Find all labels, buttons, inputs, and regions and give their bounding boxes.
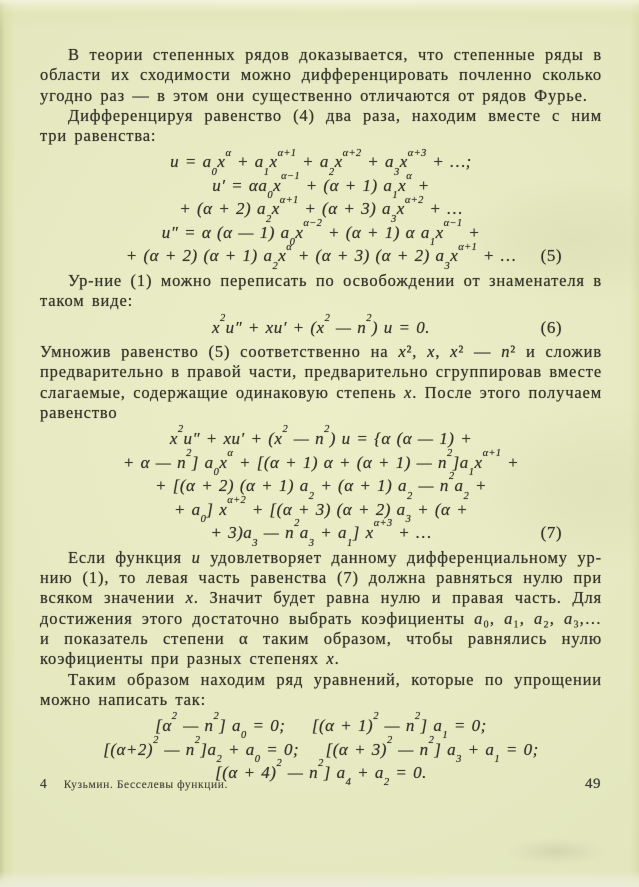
equation-line-u-prime: $u' = \alpha a_0x^{\alpha-1} + (\alpha + 1) a_1x^\alpha$ +	[212, 171, 430, 202]
equation-line-7-5	[40, 518, 602, 549]
paragraph-differentiate: Дифференцируя равенство (4) два раза, находим вместе с ним три равенства:	[40, 105, 602, 146]
paragraph-multiply: Умножив равенство (5) соответственно на x², x, x² — n² и сложив предварительно в правой части, предварительно сгруппировав вместе слагаемые, содержащие одинаковую степень x. После этого получаем равенство	[40, 342, 602, 422]
paragraph-thus: Таким образом находим ряд уравнений, которые по упрощении можно написать так:	[40, 669, 602, 709]
equation-text: + (α + 2) (α + 1) $a_2x^\alpha + (\alpha + 3) (\alpha + 2) a_3x^{\alpha+1}$ + …	[125, 241, 517, 272]
equation-line-u-prime-cont: + (α + 2) $a_2x^{\alpha+1} + (\alpha + 3) a_3x^{\alpha+2}$ + …	[179, 194, 463, 225]
equation-line-coeff-2: [$(\alpha+2)^2$ — $n^2]a_2 + a_0 = 0$; [$(\alpha + 3)^2$ — $n^2$] $a_3 + a_1 = 0$;	[103, 734, 539, 765]
equation-text: $x^2u'' + xu' + (x^2$ — $n^2$) u = 0.	[211, 312, 431, 337]
equation-line-7-4: + $a_0$] $x^{\alpha+2} + [(\alpha + 3) (\alpha + 2) a_3 + (\alpha$ +	[173, 494, 469, 526]
equation-block-7	[40, 424, 602, 549]
equation-line-7-3: + [(α + 2) (α + 1) $a_2 + (\alpha + 1)$ $a_2$ — $n^2a_2$ +	[155, 471, 487, 502]
paragraph-power-series: В теории степенных рядов доказывается, что степенные ряды в области их сходимости можно дифференцировать почленно сколько угодно раз — в этом они существенно отличаются от рядов Фурье.	[40, 45, 602, 105]
footer-left	[40, 776, 228, 792]
equation-line-coeff-3: [$(\alpha + 4)^2$ — $n^2$] $a_4 + a_2 = 0$.	[215, 758, 427, 789]
equation-line-u-second: u″ = α (α — 1) $a_0x^{\alpha-2} + (\alpha + 1)$ α $a_1x^{\alpha-1}$ +	[161, 218, 481, 249]
footer-signature-number: 4	[40, 776, 47, 791]
page-footer	[40, 776, 601, 793]
equation-line-u-second-cont	[40, 241, 602, 272]
footer-book-title: Кузьмин. Бесселевы функции.	[63, 779, 228, 791]
equation-line-u: $u = a_0x^\alpha + a_1x^{\alpha+1} + a_2x^{\alpha+2} + a_3x^{\alpha+3}$ + …;	[170, 147, 472, 178]
equation-block-u-series	[40, 147, 602, 272]
paragraph-if-function: Если функция u удовлетворяет данному дифференциальному ур-нию (1), то левая часть равенства (7) должна равняться нулю при всяком значении x. Значит будет равна нулю и правая часть. Для достижения этого достаточно выбрать коэфициенты a₀, a₁, a₂, a₃,… и показатель степени α таким образом, чтобы равнялись нулю коэфициенты при разных степенях x.	[40, 547, 603, 669]
equation-number-7: (7)	[540, 523, 562, 543]
equation-line-coeff-1: [$\alpha^2$ — $n^2$] $a_0 = 0$; [$(\alpha + 1)^2$ — $n^2$] $a_1 = 0$;	[155, 711, 487, 742]
equation-number-5: (5)	[540, 246, 562, 266]
paragraph-rewrite-eq1: Ур-ние (1) можно переписать по освобождении от знаменателя в таком виде:	[40, 270, 602, 311]
equation-block-6	[40, 312, 602, 340]
equation-line-7-1: $x^2u'' + xu' + (x^2$ — $n^2$) u = {α (α — 1) +	[169, 424, 473, 449]
equation-number-6: (6)	[540, 317, 562, 337]
equation-line-7-2: + α — $n^2$] $a_0x^\alpha + [(\alpha + 1) \alpha + (\alpha + 1)$ — $n^2]a_1x^{\alpha+1}$ +	[122, 447, 520, 479]
equation-block-coefficients	[40, 711, 602, 789]
equation-text: + $3)a_3$ — $n^2a_3 + a_1$] $x^{\alpha+3}$ + …	[210, 518, 432, 549]
equation-line-6	[40, 312, 602, 340]
footer-page-number: 49	[585, 776, 601, 792]
